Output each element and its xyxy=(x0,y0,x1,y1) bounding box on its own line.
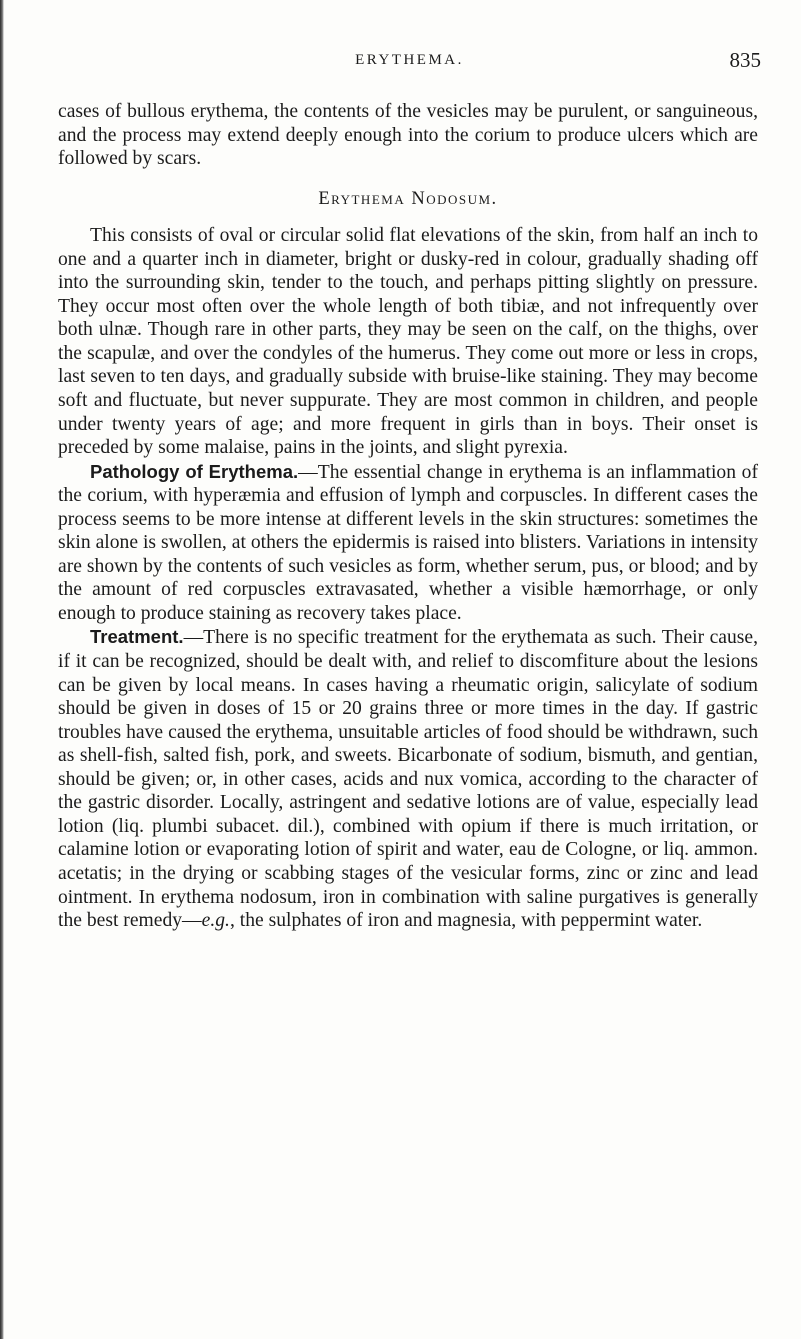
paragraph-erythema-nodosum: This consists of oval or circular solid flat elevations of the skin, from half an inch to one and a quarter inch in diameter, bright or dusky-red in colour, gradually shading off into the surrounding skin, tender to the touch, and perhaps pitting slightly on pressure. They occur most often over the whole length of both tibiæ, and not infrequently over both ulnæ. Though rare in other parts, they may be seen on the calf, on the thighs, over the scapulæ, and over the condyles of the humerus. They come out more or less in crops, last seven to ten days, and gradually subside with bruise-like staining. They may become soft and fluctuate, but never suppurate. They are most common in children, and people under twenty years of age; and more frequent in girls than in boys. Their onset is preceded by some malaise, pains in the joints, and slight pyrexia. xyxy=(58,225,758,459)
paragraph-treatment xyxy=(58,625,758,932)
page-number: 835 xyxy=(729,48,761,72)
body-text xyxy=(58,100,758,933)
running-head xyxy=(58,48,761,76)
pathology-text: —The essential change in erythema is an inflammation of the corium, with hyperæmia and effusion of lymph and corpuscles. In different cases the process seems to be more intense at different levels in the skin structures: sometimes the skin alone is swollen, at others the epidermis is raised into blisters. Variations in intensity are shown by the contents of such vesicles as form, whether serum, pus, or blood; and by the amount of red corpuscles extravasated, whether a visible hæmorrhage, or only enough to produce staining as recovery takes place. xyxy=(58,461,758,624)
paragraph-bullous-continuation: cases of bullous erythema, the contents of the vesicles may be purulent, or sanguineous, and the process may extend deeply enough into the corium to produce ulcers which are followed by scars. xyxy=(58,101,758,170)
treatment-eg: e.g. xyxy=(201,910,230,932)
treatment-run-in-heading: Treatment. xyxy=(90,626,184,648)
pathology-run-in-heading: Pathology of Erythema. xyxy=(90,460,299,482)
running-title: ERYTHEMA. xyxy=(355,52,464,68)
section-heading-erythema-nodosum: Erythema Nodosum. xyxy=(318,188,498,209)
treatment-text-end: , the sulphates of iron and magnesia, with peppermint water. xyxy=(229,910,703,932)
paragraph-pathology xyxy=(58,460,758,626)
page-binding-edge xyxy=(0,0,4,1339)
treatment-text: —There is no specific treatment for the erythemata as such. Their cause, if it can be recognized, should be dealt with, and relief to discomfiture about the lesions can be given by local means. In cases having a rheumatic origin, salicylate of sodium should be given in doses of 15 or 20 grains three or more times in the day. If gastric troubles have caused the erythema, unsuitable articles of food should be withdrawn, such as shell-fish, salted fish, pork, and sweets. Bicarbonate of sodium, bismuth, and gentian, should be given; or, in other cases, acids and nux vomica, according to the character of the gastric disorder. Locally, astringent and sedative lotions are of value, especially lead lotion (liq. plumbi subacet. dil.), combined with opium if there is much irritation, or calamine lotion or evaporating lotion of spirit and water, eau de Cologne, or liq. ammon. acetatis; in the drying or scabbing stages of the vesicular forms, zinc or zinc and lead ointment. In erythema nodosum, iron in combination with saline purgatives is generally the best remedy— xyxy=(58,627,758,932)
